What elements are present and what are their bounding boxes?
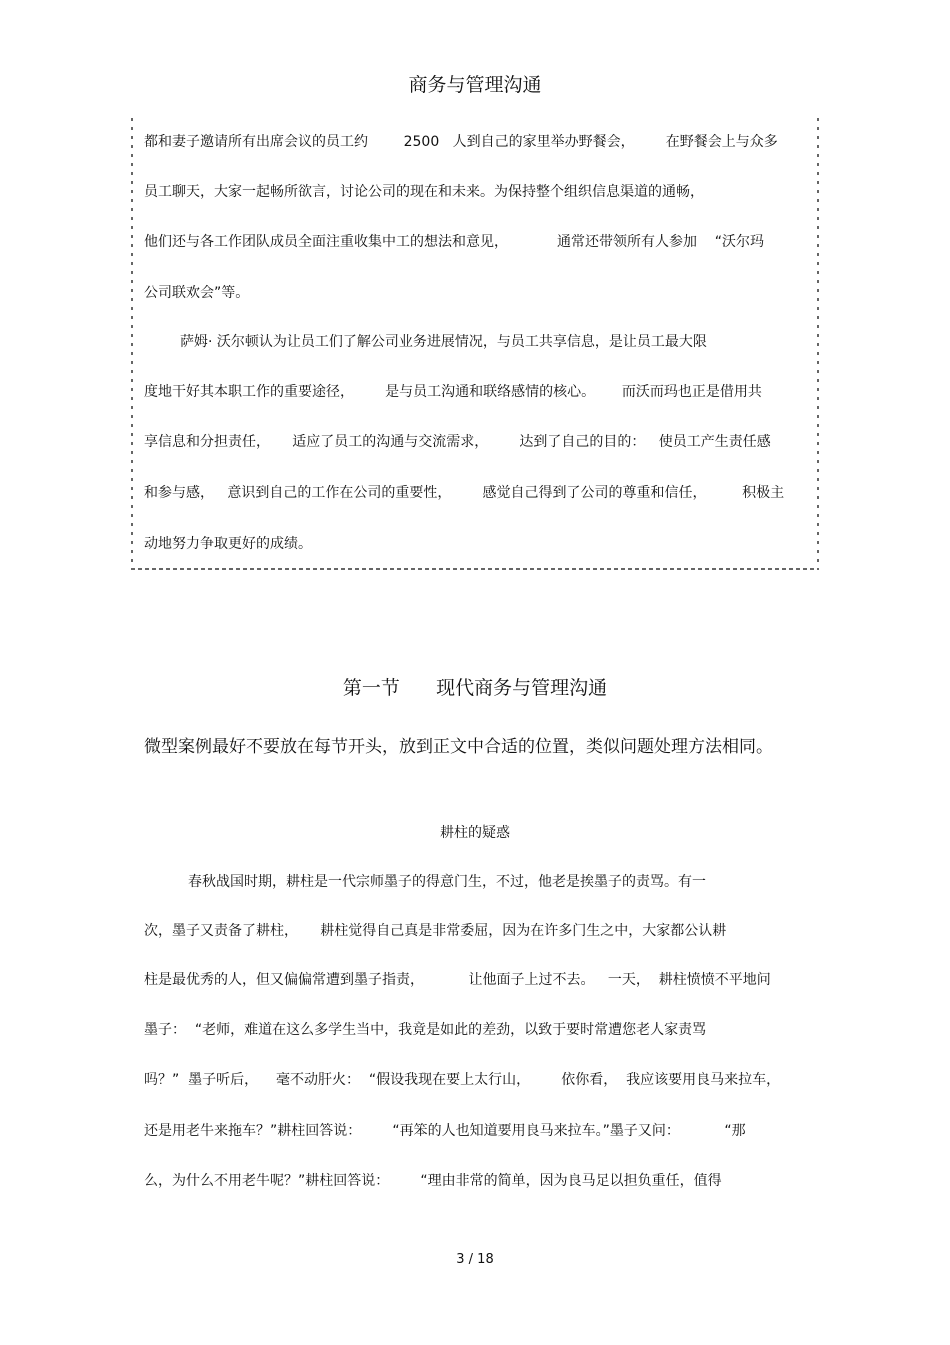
excerpt-line: 公司联欢会”等。	[144, 285, 250, 301]
excerpt-line: 员工聊天，大家一起畅所欲言，讨论公司的现在和未来。为保持整个组织信息渠道的通畅，	[144, 184, 704, 200]
case-line: 墨子： “老师，难道在这么多学生当中，我竟是如此的差劲，以致于要时常遭您老人家责骂	[144, 1022, 707, 1038]
excerpt-line: 萨姆· 沃尔顿认为让员工们了解公司业务进展情况，与员工共享信息，是让员工最大限	[180, 334, 707, 350]
excerpt-line: 度地干好其本职工作的重要途径， 是与员工沟通和联络感情的核心。 而沃而玛也正是借用共	[144, 384, 762, 400]
excerpt-line: 动地努力争取更好的成绩。	[144, 536, 312, 552]
page-number: 3 / 18	[456, 1252, 494, 1267]
editor-note: 微型案例最好不要放在每节开头，放到正文中合适的位置，类似问题处理方法相同。	[144, 737, 773, 757]
case-line: 还是用老牛来拖车？”耕柱回答说： “再笨的人也知道要用良马来拉车。”墨子又问： “那	[144, 1123, 746, 1139]
excerpt-line: 享信息和分担责任， 适应了员工的沟通与交流需求， 达到了自己的目的： 使员工产生责任感	[144, 434, 771, 450]
box-right-border	[817, 118, 819, 570]
case-line: 柱是最优秀的人，但又偏偏常遭到墨子指责， 让他面子上过不去。 一天， 耕柱愤愤不平地问	[144, 972, 771, 988]
page-header-title: 商务与管理沟通	[408, 74, 542, 96]
case-line: 么，为什么不用老牛呢？”耕柱回答说： “理由非常的简单，因为良马足以担负重任，值得	[144, 1173, 722, 1189]
case-title: 耕柱的疑惑	[440, 825, 510, 841]
box-left-border	[131, 118, 133, 570]
excerpt-line: 都和妻子邀请所有出席会议的员工约 2500 人到自己的家里举办野餐会， 在野餐会上与众多	[144, 134, 778, 150]
case-line: 春秋战国时期，耕柱是一代宗师墨子的得意门生，不过，他老是挨墨子的责骂。有一	[188, 874, 706, 890]
case-line: 吗？” 墨子听后， 毫不动肝火： “假设我现在要上太行山， 依你看， 我应该要用良马来拉车，	[144, 1072, 781, 1088]
box-bottom-border	[131, 568, 819, 570]
excerpt-line: 和参与感， 意识到自己的工作在公司的重要性， 感觉自己得到了公司的尊重和信任， 积极主	[144, 485, 785, 501]
section-title: 第一节 现代商务与管理沟通	[342, 677, 608, 699]
case-line: 次，墨子又责备了耕柱， 耕柱觉得自己真是非常委屈，因为在许多门生之中，大家都公认耕	[144, 923, 727, 939]
excerpt-line: 他们还与各工作团队成员全面注重收集中工的想法和意见， 通常还带领所有人参加 “沃尔玛	[144, 234, 765, 250]
